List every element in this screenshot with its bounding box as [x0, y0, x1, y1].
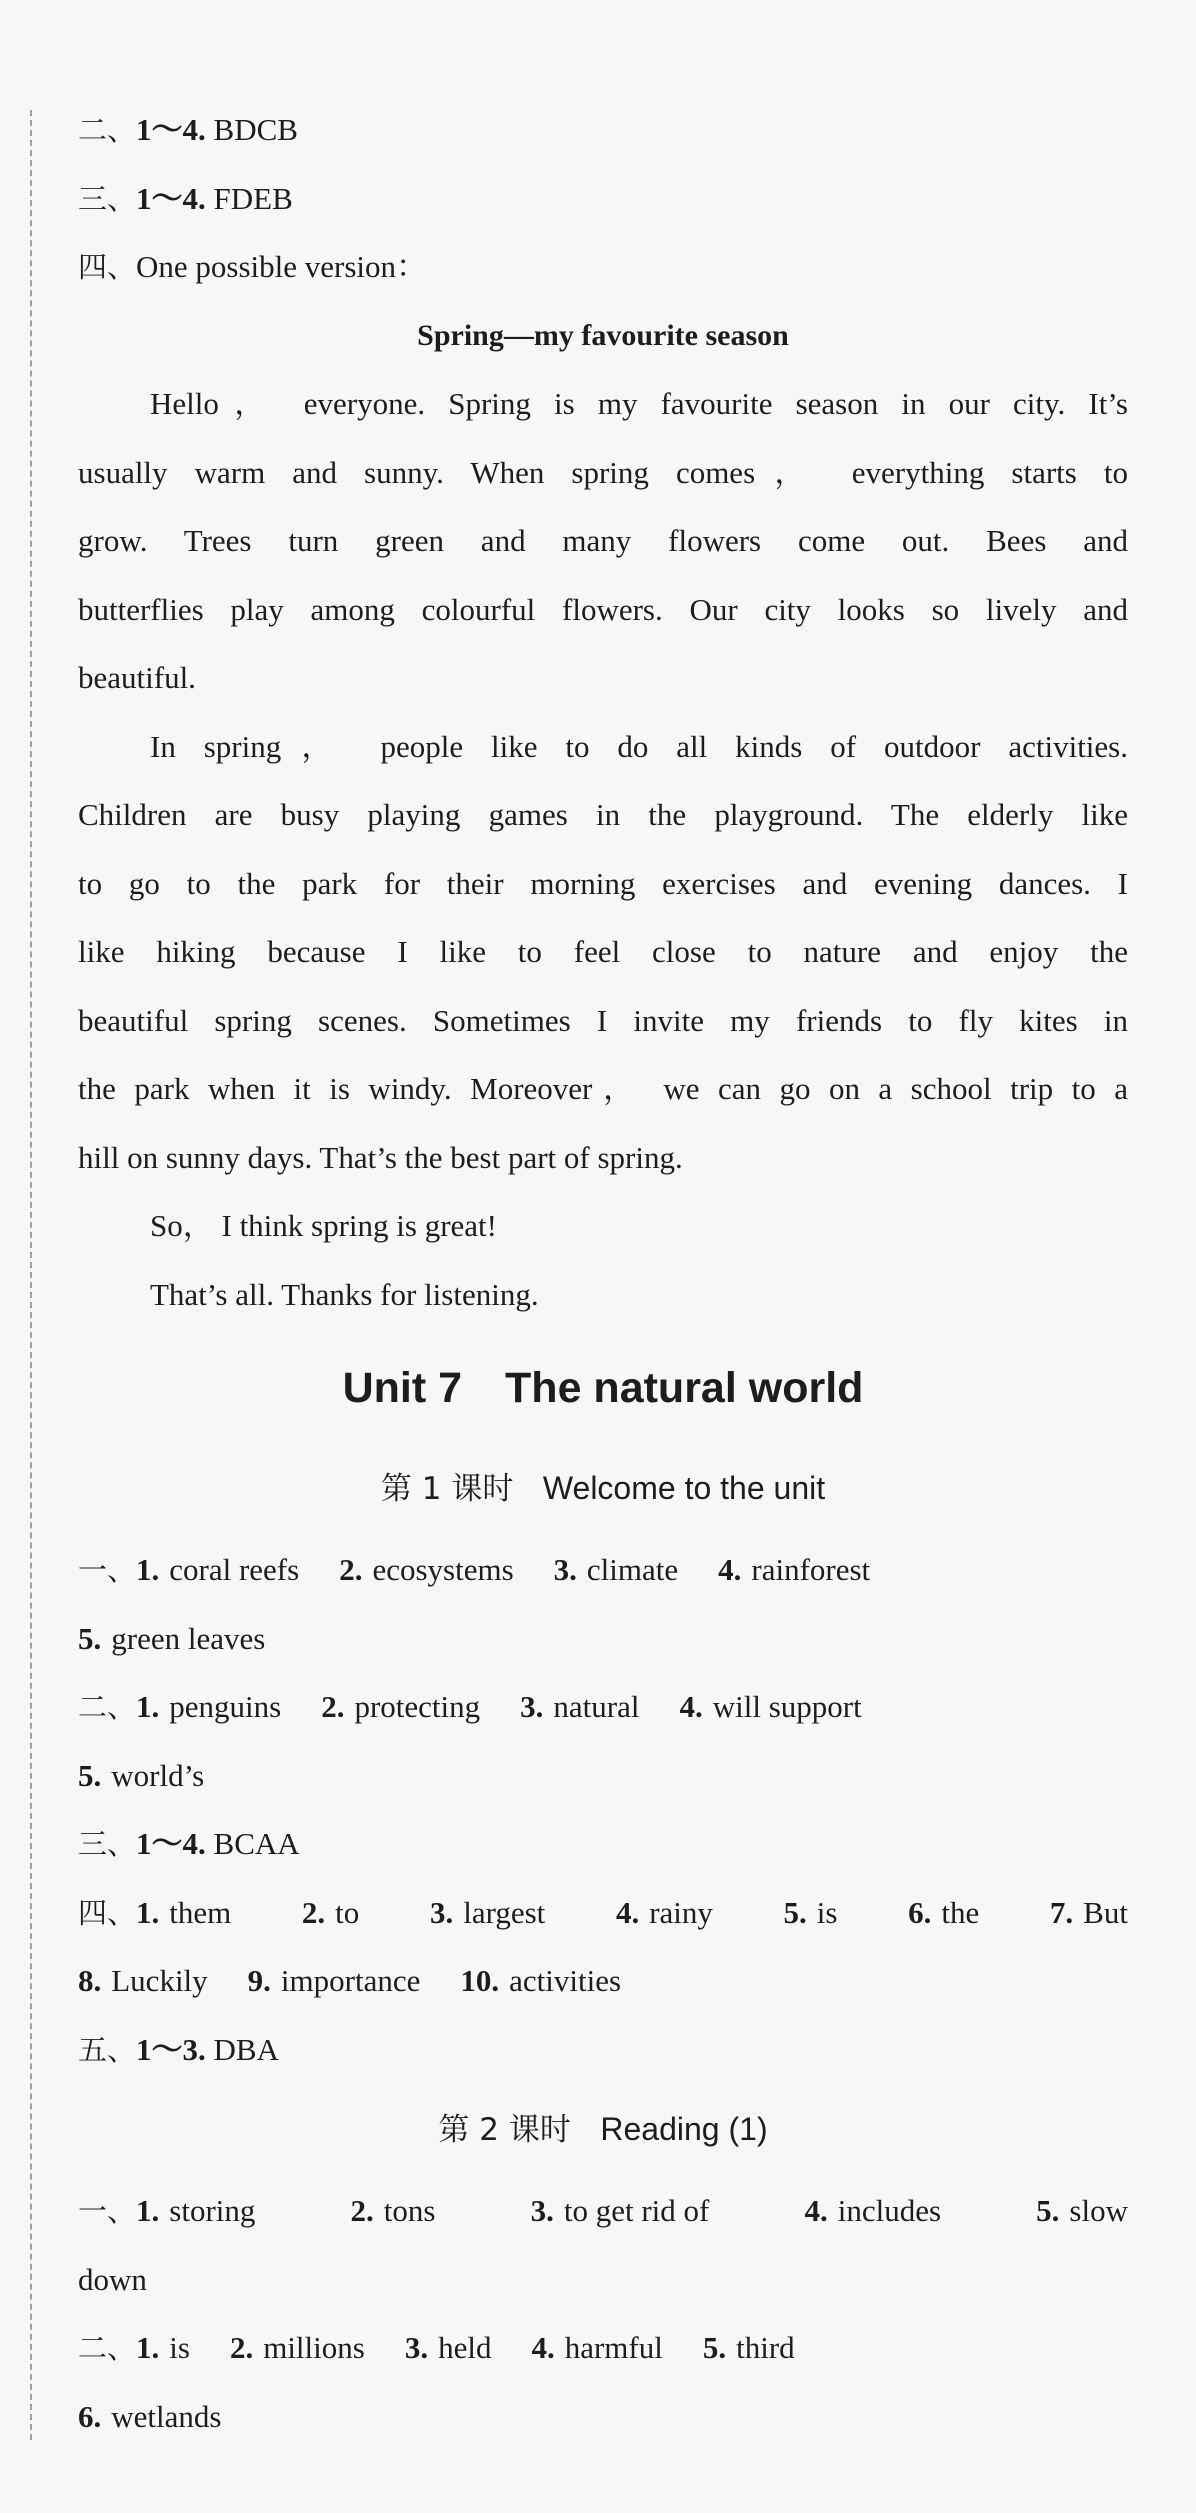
item-number: 9.: [247, 1963, 271, 1998]
l1-part2-row2: [78, 1742, 1128, 1811]
section-marker: 五、: [78, 2032, 137, 2067]
item-answer: climate: [586, 1552, 679, 1587]
lesson-2-heading: [78, 2084, 1128, 2175]
question-range: 1～4.: [136, 112, 206, 147]
lesson-number: 第 2 课时: [438, 2112, 571, 2148]
l1-part2-row1: [78, 1673, 1128, 1742]
l2-part2-row2: [78, 2383, 1128, 2452]
answer-item: [520, 1689, 639, 1724]
answer-item: [460, 1963, 621, 1998]
answer-item: [78, 1621, 265, 1656]
answer-item: [339, 1552, 513, 1587]
answer-text: BDCB: [213, 112, 298, 147]
essay-line: grow. Trees turn green and many flowers come out. Bees and: [78, 523, 1128, 558]
essay-title: Spring—my favourite season: [417, 318, 789, 352]
item-answer: them: [169, 1894, 232, 1930]
answer-item: [405, 2330, 492, 2365]
essay-line: beautiful.: [78, 660, 196, 695]
item-answer: penguins: [169, 1689, 282, 1724]
essay-line: to go to the park for their morning exercises and evening dances. I: [78, 865, 1128, 901]
essay-line: Children are busy playing games in the playground. The elderly like: [78, 797, 1128, 832]
item-number: 5.: [702, 2330, 727, 2365]
answer-item: [78, 2399, 221, 2434]
section-marker: 三、: [78, 181, 137, 216]
answer-item: [784, 1879, 838, 1948]
item-answer: to get rid of: [563, 2193, 710, 2228]
essay-line: usually warm and sunny. When spring comes， everything starts to: [78, 454, 1128, 490]
item-answer: protecting: [354, 1689, 481, 1724]
answer-item: [248, 1963, 421, 1998]
answer-item: [718, 1552, 870, 1587]
l1-part4-row2: [78, 1947, 1128, 2016]
answer-item: [78, 1879, 231, 1948]
item-number: 5.: [1036, 2193, 1060, 2228]
lesson-name: Welcome to the unit: [542, 1470, 826, 1506]
binding-margin-dashed-line: [30, 110, 32, 2440]
item-answer: coral reefs: [169, 1552, 300, 1587]
item-answer: will support: [712, 1689, 862, 1724]
item-answer: to: [335, 1894, 360, 1930]
answer-item: [136, 1689, 281, 1724]
writing-intro-text: One possible version：: [136, 249, 428, 284]
l2-part1-row1: [78, 2177, 1128, 2246]
item-answer: natural: [553, 1689, 640, 1724]
item-answer: held: [438, 2330, 492, 2365]
essay-line: In spring， people like to do all kinds of outdoor activities.: [150, 728, 1128, 764]
l1-part3: [78, 1810, 1128, 1879]
section-marker: 三、: [78, 1827, 137, 1861]
essay-line: hill on sunny days. That’s the best part of spring.: [78, 1139, 683, 1175]
item-number: 2.: [350, 2193, 374, 2228]
item-answer: storing: [169, 2193, 256, 2228]
essay-line: like hiking because I like to feel close to nature and enjoy the: [78, 934, 1128, 969]
item-answer: Luckily: [111, 1963, 208, 1998]
item-number: 2.: [229, 2330, 254, 2365]
answer-item: [230, 2330, 365, 2365]
l2-part2-row1: [78, 2314, 1128, 2383]
item-answer: the: [941, 1894, 980, 1930]
item-answer: But: [1083, 1894, 1128, 1930]
answer-item: [78, 1963, 208, 1998]
section-marker: 二、: [78, 2331, 137, 2365]
lesson-number: 第 1 课时: [380, 1471, 514, 1507]
section-marker: 一、: [78, 1553, 137, 1587]
item-number: 3.: [553, 1552, 577, 1587]
question-range: 1～4.: [136, 1826, 206, 1861]
item-number: 1.: [136, 2330, 160, 2365]
item-answer: wetlands: [111, 2398, 222, 2434]
item-number: 5.: [78, 1757, 102, 1793]
item-answer: activities: [509, 1963, 622, 1998]
item-number: 3.: [520, 1689, 544, 1724]
answer-item: [78, 1758, 204, 1793]
unit-title: Unit 7 The natural world: [342, 1364, 864, 1412]
answer-item: [78, 2177, 255, 2246]
answer-item: [1036, 2177, 1128, 2246]
essay-line: the park when it is windy. Moreover， we can go on a school trip to a: [78, 1071, 1128, 1106]
answer-line-part2: [78, 96, 1128, 165]
item-number: 10.: [460, 1963, 500, 1998]
answer-page: [78, 96, 1128, 2451]
essay-paragraph-2: [78, 713, 1128, 1193]
answer-item: [804, 2177, 941, 2246]
item-number: 1.: [136, 1552, 160, 1587]
answer-item: [908, 1879, 979, 1948]
item-number: 3.: [530, 2193, 554, 2228]
section-marker: 四、: [78, 1895, 137, 1930]
section-marker: 四、: [78, 250, 137, 284]
answer-item: [351, 2177, 436, 2246]
l1-part5: [78, 2016, 1128, 2085]
answer-item: [531, 2177, 710, 2246]
item-number: 4.: [804, 2193, 828, 2228]
question-range: 1～4.: [136, 180, 206, 216]
l1-part1-row2: [78, 1605, 1128, 1674]
item-number: 5.: [78, 1620, 102, 1656]
answer-text: DBA: [213, 2031, 279, 2067]
item-number: 5.: [783, 1894, 807, 1930]
answer-item: [136, 2330, 190, 2365]
item-number: 3.: [404, 2330, 429, 2365]
answer-item: [531, 2330, 662, 2365]
answer-text: FDEB: [213, 180, 293, 216]
item-answer: largest: [463, 1894, 546, 1930]
item-number: 1.: [136, 2193, 160, 2228]
item-answer: green leaves: [111, 1620, 266, 1656]
item-number: 1.: [136, 1689, 160, 1724]
answer-item: [679, 1689, 861, 1724]
item-number: 4.: [615, 1894, 640, 1930]
item-answer: harmful: [564, 2330, 663, 2365]
answer-item: [1050, 1879, 1128, 1948]
essay-paragraph-4: That’s all. Thanks for listening.: [150, 1276, 539, 1312]
item-number: 8.: [78, 1963, 102, 1998]
item-answer: slow: [1069, 2193, 1128, 2228]
l1-part4-row1: [78, 1879, 1128, 1948]
answer-text: BCAA: [213, 1826, 300, 1861]
answer-item: [554, 1552, 678, 1587]
essay-line: butterflies play among colourful flowers. Our city looks so lively and: [78, 591, 1128, 627]
item-number: 4.: [679, 1689, 703, 1724]
item-answer: rainforest: [751, 1552, 871, 1587]
item-number: 3.: [429, 1894, 454, 1930]
section-marker: 二、: [78, 113, 137, 147]
item-answer: world’s: [111, 1757, 205, 1793]
item-answer: ecosystems: [372, 1552, 514, 1587]
answer-line-part3: [78, 165, 1128, 234]
section-marker: 二、: [78, 1690, 137, 1724]
essay-line: Hello， everyone. Spring is my favourite season in our city. It’s: [150, 386, 1128, 421]
item-answer: tons: [383, 2193, 436, 2228]
section-marker: 一、: [78, 2194, 137, 2228]
answer-item: [136, 1552, 299, 1587]
item-answer: includes: [837, 2193, 942, 2228]
item-number: 4.: [531, 2330, 555, 2365]
essay-paragraph-3: So， I think spring is great!: [150, 1208, 497, 1243]
item-answer: is: [169, 2330, 190, 2365]
essay-line: beautiful spring scenes. Sometimes I invite my friends to fly kites in: [78, 1002, 1128, 1038]
item-answer: millions: [263, 2330, 365, 2365]
answer-item: [703, 2330, 795, 2365]
answer-item: [302, 1879, 359, 1948]
answer-item: [321, 1689, 480, 1724]
item-answer: rainy: [649, 1894, 713, 1930]
writing-intro: [78, 233, 1128, 302]
item-number: 2.: [301, 1894, 326, 1930]
lesson-1-heading: [78, 1443, 1128, 1534]
item-number: 2.: [321, 1689, 345, 1724]
l1-part1-row1: [78, 1536, 1128, 1605]
item-answer: third: [736, 2330, 795, 2365]
answer-item: [616, 1879, 713, 1948]
item-number: 4.: [718, 1552, 742, 1587]
answer-item: [430, 1879, 545, 1948]
item-number: 1.: [136, 1894, 160, 1930]
l2-part1-row2: down: [78, 2261, 147, 2297]
item-number: 7.: [1049, 1894, 1074, 1930]
lesson-name: Reading (1): [600, 2111, 768, 2147]
item-answer: importance: [280, 1963, 421, 1998]
item-number: 2.: [339, 1552, 363, 1587]
question-range: 1～3.: [136, 2031, 206, 2067]
essay-paragraph-1: [78, 370, 1128, 713]
item-answer: is: [816, 1894, 838, 1930]
item-number: 6.: [908, 1894, 932, 1930]
item-number: 6.: [78, 2398, 102, 2434]
